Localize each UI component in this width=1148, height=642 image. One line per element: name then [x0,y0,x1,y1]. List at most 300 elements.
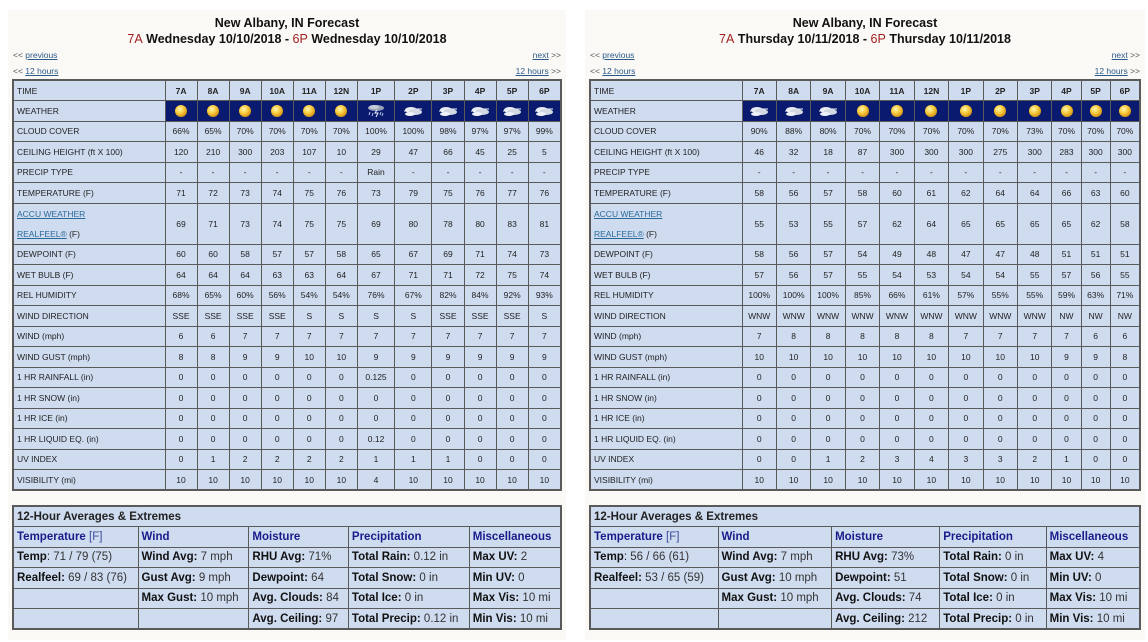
stat-value: 0 in [1010,571,1030,584]
value-cell: 0 [880,388,914,409]
value-cell: 69 [357,203,394,244]
value-cell: 72 [197,183,229,204]
value-cell: 51 [1110,244,1140,265]
value-cell: 54% [325,285,357,306]
value-cell: 0 [845,388,879,409]
value-cell: 120 [165,142,197,163]
value-cell: 75 [432,183,464,204]
value-cell: 70% [1052,121,1081,142]
value-cell: 80 [395,203,432,244]
value-cell: 10 [776,470,810,491]
category-header [718,527,832,548]
value-cell: - [229,162,261,183]
time-cell: 9A [811,80,845,101]
value-cell: 56% [261,285,293,306]
weather-cell [197,101,229,122]
value-cell: 10 [1081,470,1110,491]
averages-table [589,505,1141,630]
table-row [590,388,1140,409]
category-unit: [F] [85,530,103,543]
table-row [590,347,1140,368]
row-label: WIND GUST (mph) [13,347,165,368]
value-cell: 58 [742,244,776,265]
value-cell: 7 [395,326,432,347]
stat-label: Total Ice: [943,592,993,605]
accuweather-link[interactable]: ACCU WEATHER [17,208,86,219]
value-cell: 10 [811,470,845,491]
value-cell: 0 [1110,408,1140,429]
realfeel-link[interactable]: REALFEEL® [594,228,644,239]
value-cell: 7 [1018,326,1052,347]
value-cell: WNW [914,306,948,327]
stat-value: 64 [311,571,324,584]
value-cell: 0 [325,388,357,409]
row-label: VISIBILITY (mi) [13,470,165,491]
value-cell: 10 [261,470,293,491]
previous-12-hours-link[interactable]: 12 hours [602,66,636,76]
stat-label: Gust Avg: [721,571,776,584]
value-cell: 1 [395,449,432,470]
time-row [13,80,561,101]
value-cell: SSE [496,306,528,327]
stat-cell [348,588,469,609]
value-cell: WNW [949,306,983,327]
row-label: 1 HR RAINFALL (in) [590,367,742,388]
stat-cell [249,568,349,589]
value-cell: 300 [1110,142,1140,163]
value-cell: 0 [528,408,561,429]
value-cell: 64 [914,203,948,244]
weather-cell [464,101,496,122]
value-cell: - [742,162,776,183]
value-cell: 0 [742,388,776,409]
row-label: UV INDEX [13,449,165,470]
value-cell: 283 [1052,142,1081,163]
value-cell: 6 [197,326,229,347]
value-cell: 64 [165,265,197,286]
stat-label: Min UV: [472,571,515,584]
table-row [13,470,561,491]
row-label: 1 HR ICE (in) [13,408,165,429]
previous-link[interactable]: previous [25,50,58,60]
value-cell: - [165,162,197,183]
value-cell: 0 [496,408,528,429]
previous-12-hours-link[interactable]: 12 hours [25,66,59,76]
value-cell: 0 [229,429,261,450]
value-cell: 69 [432,244,464,265]
value-cell: 0 [983,429,1017,450]
value-cell: 1 [197,449,229,470]
stat-value: 73% [891,551,915,564]
weather-cell [528,101,561,122]
stat-value: 212 [908,612,928,625]
time-row [590,80,1140,101]
time-cell: 10A [261,80,293,101]
stat-cell [590,547,718,568]
value-cell: 57 [811,244,845,265]
value-cell: 0 [845,367,879,388]
time-cell: 2P [395,80,432,101]
value-cell: 63 [261,265,293,286]
table-row [590,244,1140,265]
row-label: TIME [590,80,742,101]
value-cell: 81 [528,203,561,244]
next-12-hours-link[interactable]: 12 hours [515,66,549,76]
cloudy-icon [533,105,555,115]
table-row [590,470,1140,491]
table-row [13,203,561,244]
value-cell: 6 [1110,326,1140,347]
category-row [590,527,1140,548]
value-cell: 54 [880,265,914,286]
sunny-icon [202,105,224,115]
row-label: CLOUD COVER [13,121,165,142]
value-cell: 69 [165,203,197,244]
value-cell: 0 [1110,388,1140,409]
realfeel-link[interactable]: REALFEEL® [17,228,67,239]
value-cell: 0 [229,408,261,429]
value-cell: 45 [464,142,496,163]
row-label: DEWPOINT (F) [13,244,165,265]
value-cell: 90% [742,121,776,142]
value-cell: 0 [496,449,528,470]
stat-label: Total Precip: [943,612,1013,625]
value-cell: WNW [811,306,845,327]
value-cell: 55% [1018,285,1052,306]
value-cell: 8 [880,326,914,347]
value-cell: - [983,162,1017,183]
time-cell: 5P [1081,80,1110,101]
value-cell: 70% [325,121,357,142]
value-cell: 57 [811,265,845,286]
value-cell: 9 [261,347,293,368]
next-link[interactable]: next [532,50,549,60]
value-cell: 54 [949,265,983,286]
value-cell: 47 [949,244,983,265]
stat-value: 9 mph [198,571,231,584]
value-cell: 99% [528,121,561,142]
value-cell: - [776,162,810,183]
forecast-header [589,10,1141,47]
time-cell: 12N [325,80,357,101]
value-cell: 0 [914,388,948,409]
value-cell: 0 [880,367,914,388]
value-cell: 75 [496,265,528,286]
stat-label: Total Ice: [351,592,402,605]
thunderstorm-icon [365,105,387,115]
time-cell: 3P [432,80,464,101]
stat-value: 71% [308,551,332,564]
value-cell: 0 [293,408,325,429]
row-label: WEATHER [13,101,165,122]
value-cell: 2 [1018,449,1052,470]
value-cell: 7 [742,326,776,347]
value-cell: 70% [845,121,879,142]
table-row [13,449,561,470]
stat-label: Max Vis: [472,592,520,605]
stat-cell [348,568,469,589]
value-cell: 70% [983,121,1017,142]
value-cell: - [325,162,357,183]
value-cell: 0 [914,429,948,450]
table-row [590,285,1140,306]
value-cell: 74 [496,244,528,265]
sunny-icon [989,105,1011,115]
value-cell: 65% [197,121,229,142]
value-cell: - [464,162,496,183]
value-cell: 7 [357,326,394,347]
table-row [590,326,1140,347]
row-label: WET BULB (F) [13,265,165,286]
stat-value: 10 mph [200,592,239,605]
row-label: REL HUMIDITY [13,285,165,306]
value-cell: 0 [742,408,776,429]
value-cell: 66 [432,142,464,163]
sunny-icon [852,105,874,115]
time-cell: 12N [914,80,948,101]
value-cell: 8 [197,347,229,368]
prev-12-arrow: << [590,66,603,76]
value-cell: 300 [914,142,948,163]
value-cell: 0 [742,429,776,450]
value-cell: 76 [464,183,496,204]
row-label: TEMPERATURE (F) [13,183,165,204]
stat-cell [1046,588,1140,609]
stat-cell [249,547,349,568]
value-cell: 0 [528,429,561,450]
value-cell: 10 [880,470,914,491]
value-cell: 100% [811,285,845,306]
value-cell: SSE [165,306,197,327]
category-name: Temperature [594,530,663,543]
value-cell: 0 [914,408,948,429]
weather-cell [1110,101,1140,122]
weather-cell [1081,101,1110,122]
value-cell: S [293,306,325,327]
sunny-icon [955,105,977,115]
category-unit: [F] [662,530,680,543]
stat-label: Wind Avg: [141,551,198,564]
value-cell: 0 [1052,367,1081,388]
stat-value: 97 [325,612,339,625]
value-cell: 0 [165,388,197,409]
value-cell: 9 [1081,347,1110,368]
value-cell: 0 [880,408,914,429]
value-cell: 107 [293,142,325,163]
table-row [590,203,1140,244]
value-cell: 92% [496,285,528,306]
value-cell: 71 [432,265,464,286]
time-range [12,31,562,47]
value-cell: - [432,162,464,183]
value-cell: 0 [325,408,357,429]
row-label: WIND (mph) [13,326,165,347]
weather-cell [432,101,464,122]
empty-cell [590,588,718,609]
value-cell: WNW [1018,306,1052,327]
value-cell: 58 [229,244,261,265]
value-cell: 56 [1081,265,1110,286]
sunny-icon [1056,105,1078,115]
table-row [13,244,561,265]
value-cell: 0 [395,388,432,409]
table-row [590,429,1140,450]
value-cell: 10 [949,470,983,491]
value-cell: S [395,306,432,327]
value-cell: - [880,162,914,183]
value-cell: 10 [1018,470,1052,491]
value-cell: 10 [165,470,197,491]
value-cell: 79 [395,183,432,204]
value-cell: 71% [1110,285,1140,306]
value-cell: 0 [1018,429,1052,450]
value-cell: 75 [293,183,325,204]
value-cell: 10 [325,470,357,491]
value-cell: 7 [261,326,293,347]
stat-label: Realfeel: [594,571,642,584]
row-label [590,203,742,244]
stat-cell [469,609,561,630]
stat-label: RHU Avg: [835,551,888,564]
value-cell: 70% [1081,121,1110,142]
stat-sep: : [623,551,631,564]
value-cell: - [914,162,948,183]
table-row [13,142,561,163]
category-name: Moisture [835,530,883,543]
stat-cell [718,588,832,609]
value-cell: 10 [742,470,776,491]
category-header [348,527,469,548]
value-cell: 65% [197,285,229,306]
value-cell: 48 [914,244,948,265]
time-cell: 6P [528,80,561,101]
accuweather-link[interactable]: ACCU WEATHER [594,208,663,219]
value-cell: 9 [464,347,496,368]
table-row [13,388,561,409]
value-cell: 75 [293,203,325,244]
value-cell: 0 [261,429,293,450]
stat-cell [832,609,940,630]
value-cell: 0 [811,429,845,450]
time-range [589,31,1141,47]
value-cell: 72 [464,265,496,286]
empty-cell [590,609,718,630]
value-cell: S [325,306,357,327]
value-cell: 4 [914,449,948,470]
value-cell: 98% [432,121,464,142]
value-cell: 0 [1018,408,1052,429]
value-cell: 55 [811,203,845,244]
value-cell: Rain [357,162,394,183]
value-cell: S [357,306,394,327]
value-cell: 0 [742,367,776,388]
value-cell: 66 [1052,183,1081,204]
row-label: VISIBILITY (mi) [590,470,742,491]
previous-link[interactable]: previous [602,50,635,60]
value-cell: 0 [165,408,197,429]
value-cell: 0 [983,408,1017,429]
value-cell: 57 [261,244,293,265]
value-cell: 71 [464,244,496,265]
row-label: CLOUD COVER [590,121,742,142]
value-cell: 60 [1110,183,1140,204]
stat-label: Max UV: [1049,551,1095,564]
stat-label: Avg. Clouds: [252,592,323,605]
hours-nav [589,63,1141,79]
value-cell: 66% [165,121,197,142]
value-cell: 0 [1018,388,1052,409]
sunny-icon [234,105,256,115]
value-cell: 0 [528,388,561,409]
time-cell: 4P [1052,80,1081,101]
sunny-icon [266,105,288,115]
time-cell: 11A [880,80,914,101]
stat-label: RHU Avg: [252,551,306,564]
value-cell: 0 [845,429,879,450]
row-label: WIND DIRECTION [13,306,165,327]
stat-value: 10 mph [780,592,819,605]
value-cell: 7 [496,326,528,347]
stat-cell [13,568,138,589]
value-cell: 5 [528,142,561,163]
cloudy-icon [783,105,805,115]
value-cell: 46 [742,142,776,163]
value-cell: 300 [229,142,261,163]
averages-row [590,547,1140,568]
value-cell: 10 [432,470,464,491]
stat-value: 0 [1094,571,1102,584]
value-cell: 8 [165,347,197,368]
value-cell: 0 [197,367,229,388]
cloudy-icon [437,105,459,115]
value-cell: 1 [811,449,845,470]
hourly-forecast-table [12,79,562,491]
table-row [590,162,1140,183]
stat-cell [832,588,940,609]
value-cell: 47 [983,244,1017,265]
value-cell: 300 [1081,142,1110,163]
value-cell: 0 [464,367,496,388]
stat-label: Total Rain: [943,551,1002,564]
category-header [249,527,349,548]
stat-cell [940,547,1046,568]
row-label: WIND GUST (mph) [590,347,742,368]
value-cell: 70% [1110,121,1140,142]
value-cell: 7 [983,326,1017,347]
value-cell: 62 [880,203,914,244]
value-cell: 0 [197,388,229,409]
averages-row [590,609,1140,630]
value-cell: 65 [1018,203,1052,244]
start-date: Wednesday 10/10/2018 - [142,32,293,46]
value-cell: - [949,162,983,183]
value-cell: 10 [464,470,496,491]
sunny-icon [1114,105,1136,115]
sunny-icon [170,105,192,115]
weather-cell [880,101,914,122]
value-cell: 0.12 [357,429,394,450]
next-link[interactable]: next [1111,50,1128,60]
value-cell: SSE [261,306,293,327]
value-cell: 0 [261,408,293,429]
unit-label: (F) [643,228,657,239]
next-12-hours-link[interactable]: 12 hours [1094,66,1128,76]
averages-row [13,547,561,568]
value-cell: 6 [1081,326,1110,347]
end-date: Thursday 10/11/2018 [885,32,1011,46]
stat-label: Temp [17,551,47,564]
weather-cell [983,101,1017,122]
